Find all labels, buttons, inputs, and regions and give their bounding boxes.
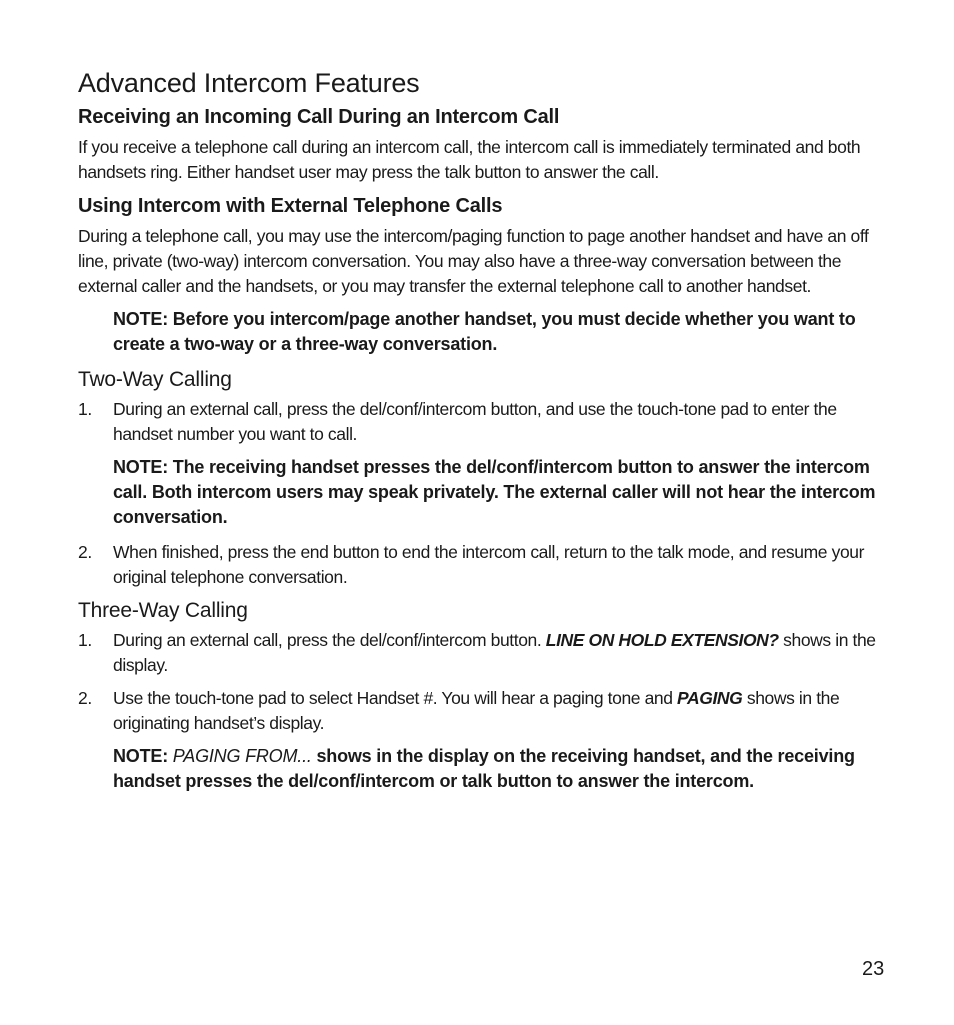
three-way-step-2 — [78, 686, 884, 736]
three-way-step-1 — [78, 628, 884, 678]
step-text-before: Use the touch-tone pad to select Handset #. You will hear a paging tone and — [113, 688, 678, 708]
section-heading-three-way: Three-Way Calling — [78, 599, 248, 622]
section-heading-incoming-call: Receiving an Incoming Call During an Intercom Call — [78, 106, 560, 128]
display-text: PAGING FROM... — [172, 746, 312, 766]
page-title: Advanced Intercom Features — [78, 68, 420, 98]
step-text: During an external call, press the del/conf/intercom button, and use the touch-tone pad to enter the handset number you want to call. — [113, 399, 837, 444]
two-way-step-2 — [78, 540, 884, 590]
step-number: 1. — [78, 399, 92, 419]
step-text — [113, 686, 884, 736]
page-number: 23 — [862, 958, 885, 980]
manual-page — [78, 66, 884, 804]
display-text: LINE ON HOLD EXTENSION? — [545, 630, 779, 650]
step-number: 2. — [78, 542, 92, 562]
step-text-after: shows in the originating handset’s display. — [113, 688, 840, 733]
two-way-step-1 — [78, 397, 884, 447]
note-conversation-type: NOTE: Before you intercom/page another handset, you must decide whether you want to create a two-way or a three-way conversation. — [113, 309, 856, 354]
section-body-external-calls: During a telephone call, you may use the intercom/paging function to page another handset and have an off line, private (two-way) intercom conversation. You may also have a three-way conversation between the external caller and the handsets, or you may transfer the external telephone call to another handset. — [78, 226, 869, 296]
section-body-incoming-call: If you receive a telephone call during an intercom call, the intercom call is immediately terminated and both handsets ring. Either handset user may press the talk button to answer the call. — [78, 137, 861, 182]
display-text: PAGING — [677, 688, 743, 708]
note-prefix: NOTE: — [113, 746, 173, 766]
note-three-way — [113, 744, 884, 794]
note-two-way: NOTE: The receiving handset presses the del/conf/intercom button to answer the intercom call. Both intercom users may speak privately. The external caller will not hear the intercom conversation. — [113, 457, 876, 527]
step-number: 2. — [78, 688, 92, 708]
step-text-before: During an external call, press the del/conf/intercom button. — [113, 630, 546, 650]
step-text: When finished, press the end button to end the intercom call, return to the talk mode, and resume your original telephone conversation. — [113, 542, 865, 587]
step-text-after: shows in the display. — [113, 630, 876, 675]
step-text — [113, 628, 884, 678]
note-text: shows in the display on the receiving handset, and the receiving handset presses the del/conf/intercom or talk button to answer the intercom. — [113, 746, 855, 791]
section-heading-two-way: Two-Way Calling — [78, 368, 232, 391]
step-number: 1. — [78, 630, 92, 650]
section-heading-external-calls: Using Intercom with External Telephone Calls — [78, 195, 503, 217]
